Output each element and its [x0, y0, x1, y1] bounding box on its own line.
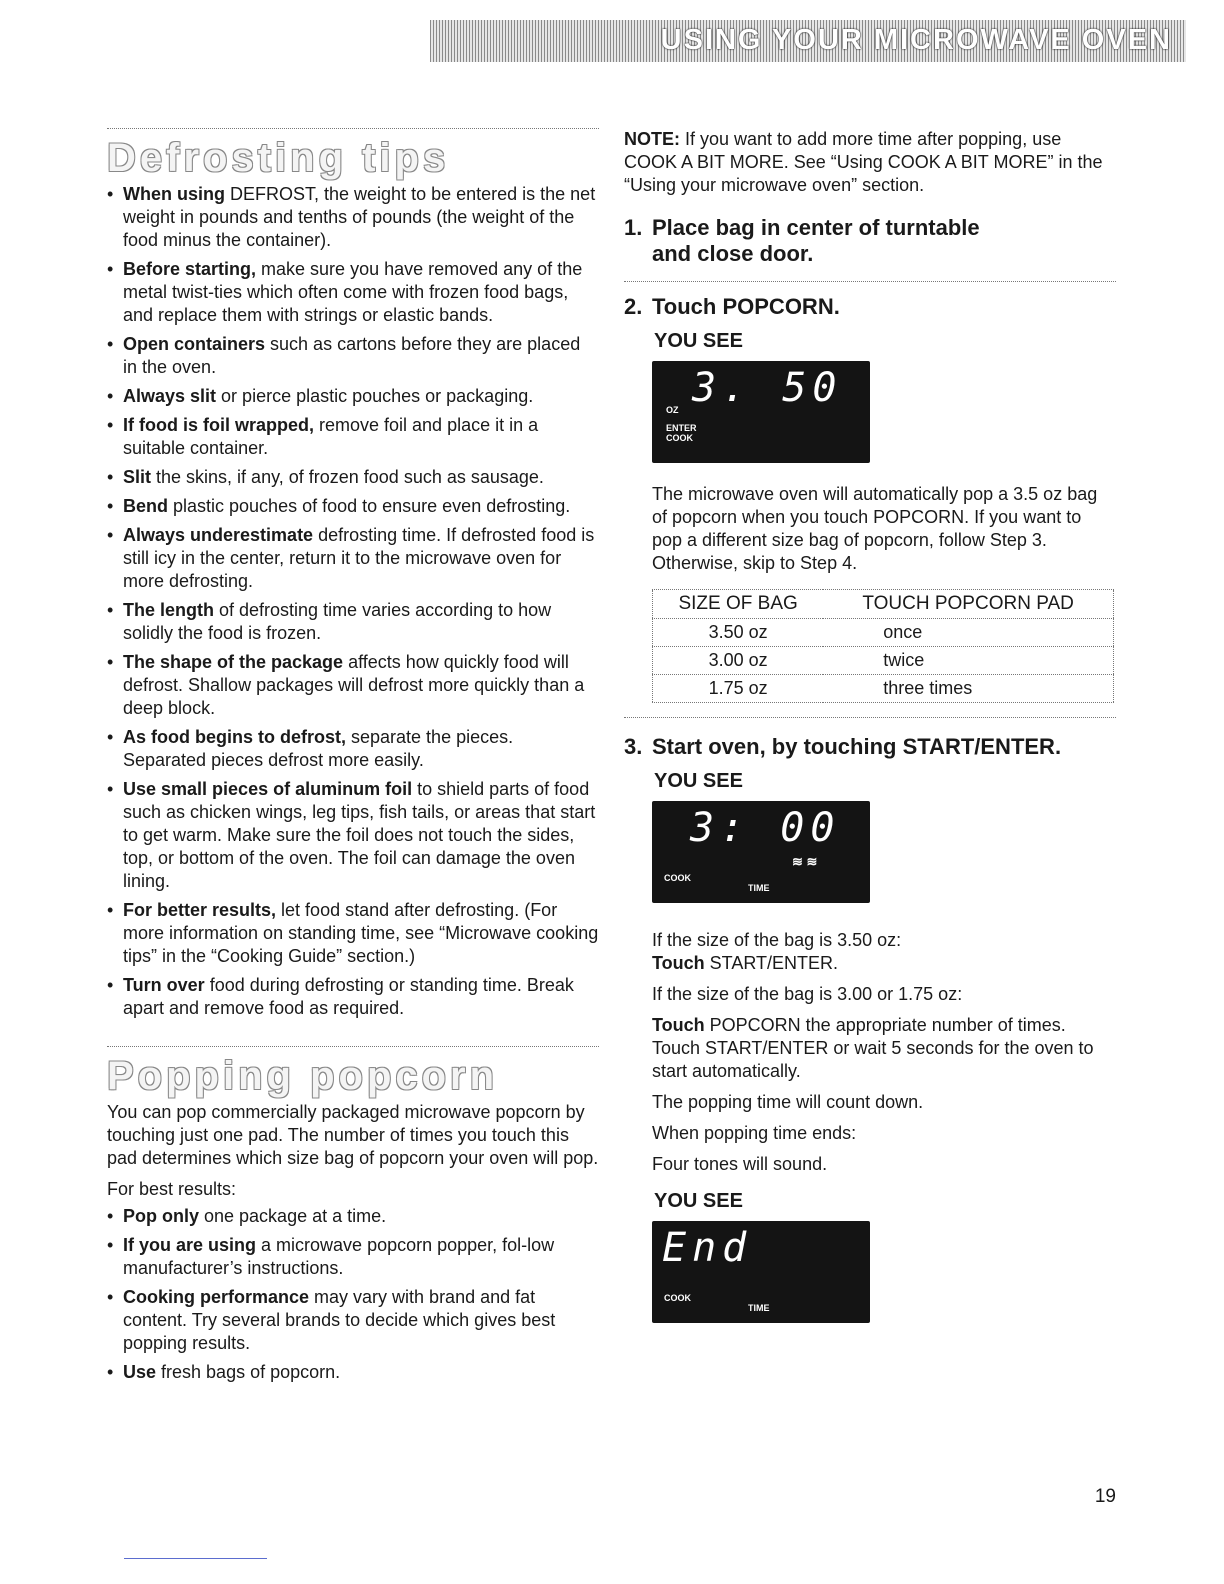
list-item: • Use small pieces of aluminum foil to shield parts of food such as chicken wings, leg tips, fish tails, or areas that start to get warm. Make sure the foil does not touch the sides, top, or bottom of the oven. The foil can damage the oven lining. [107, 778, 599, 893]
you-see-label: YOU SEE [654, 1190, 743, 1212]
popcorn-intro: You can pop commercially packaged microwave popcorn by touching just one pad. The number of times you touch this pad determines which size bag of popcorn your oven will pop. [107, 1102, 599, 1168]
table-cell: 3.50 oz [653, 619, 824, 647]
divider [107, 1046, 599, 1047]
display-oz-label: OZ [666, 405, 679, 415]
table-row [653, 675, 1114, 703]
display-end [652, 1221, 870, 1323]
divider [107, 128, 599, 129]
list-item: • If food is foil wrapped, remove foil and place it in a suitable container. [107, 414, 599, 460]
popping-popcorn-title: Popping popcorn [107, 1054, 499, 1098]
after-start-instructions [624, 929, 1116, 1176]
touch-popcorn: Touch POPCORN the appropriate number of times. Touch START/ENTER or wait 5 seconds for the oven to start automatically. [652, 1015, 1094, 1081]
list-item: • As food begins to defrost, separate the pieces. Separated pieces defrost more easily. [107, 726, 599, 772]
list-item: • If you are using a microwave popcorn popper, fol-low manufacturer’s instructions. [107, 1234, 599, 1280]
list-item: • Bend plastic pouches of food to ensure even defrosting. [107, 495, 599, 518]
table-row [653, 619, 1114, 647]
display-digits: 3: 00 [690, 805, 841, 851]
footer-rule [124, 1558, 267, 1559]
when-ends-text: When popping time ends: [652, 1123, 857, 1143]
list-item: • Slit the skins, if any, of frozen food such as sausage. [107, 466, 599, 489]
table-cell: three times [823, 675, 1113, 703]
table-row [653, 647, 1114, 675]
wave-icon: ≋ ≋ [792, 854, 818, 869]
touch-start: Touch START/ENTER. [652, 953, 839, 973]
if-size-other: If the size of the bag is 3.00 or 1.75 oz: [652, 984, 963, 1004]
left-column [107, 128, 599, 1390]
display-enter-label: ENTER [666, 423, 697, 433]
list-item: • Open containers such as cartons before they are placed in the oven. [107, 333, 599, 379]
display-cook-label: COOK [664, 873, 691, 883]
list-item: • Always underestimate defrosting time. If defrosted food is still icy in the center, return it to the microwave oven for more defrosting. [107, 524, 599, 593]
list-item: • When using DEFROST, the weight to be entered is the net weight in pounds and tenths of pounds (the weight of the food minus the container). [107, 183, 599, 252]
defrosting-tips-list [107, 183, 599, 1020]
list-item: • Before starting, make sure you have removed any of the metal twist-ties which often come with frozen food bags, and replace them with strings or elastic bands. [107, 258, 599, 327]
table-header-row [653, 590, 1114, 619]
display-cook-label: COOK [666, 433, 693, 443]
list-item: • Cooking performance may vary with brand and fat content. Try several brands to decide which gives best popping results. [107, 1286, 599, 1355]
display-digits: 3. 50 [692, 365, 843, 411]
display-countdown [652, 801, 870, 903]
display-time-label: TIME [748, 1303, 770, 1313]
step-1: 1. Place bag in center of turntable and close door. [624, 215, 980, 266]
list-item: • The length of defrosting time varies according to how solidly the food is frozen. [107, 599, 599, 645]
list-item: • The shape of the package affects how quickly food will defrost. Shallow packages will defrost more quickly than a deep block. [107, 651, 599, 720]
table-cell: 1.75 oz [653, 675, 824, 703]
column-header-touch: TOUCH POPCORN PAD [823, 590, 1113, 619]
tones-text: Four tones will sound. [652, 1154, 828, 1174]
if-size-350: If the size of the bag is 3.50 oz: [652, 930, 902, 950]
right-column [624, 128, 1116, 1323]
display-popcorn-size [652, 361, 870, 463]
divider [624, 281, 1116, 282]
auto-pop-text: The microwave oven will automatically pop a 3.5 oz bag of popcorn when you touch POPCORN. If you want to pop a different size bag of popcorn, follow Step 3. Otherwise, skip to Step 4. [652, 484, 1098, 573]
you-see-label: YOU SEE [654, 770, 743, 792]
list-item: • Pop only one package at a time. [107, 1205, 599, 1228]
table-cell: twice [823, 647, 1113, 675]
table-cell: 3.00 oz [653, 647, 824, 675]
header-band [430, 20, 1186, 62]
divider [624, 717, 1116, 718]
defrosting-tips-title: Defrosting tips [107, 136, 450, 180]
list-item: • Turn over food during defrosting or standing time. Break apart and remove food as required. [107, 974, 599, 1020]
display-time-label: TIME [748, 883, 770, 893]
column-header-size: SIZE OF BAG [653, 590, 824, 619]
popcorn-tips-list [107, 1205, 599, 1384]
list-item: • For better results, let food stand after defrosting. (For more information on standing time, see “Microwave cooking tips” in the “Cooking Guide” section.) [107, 899, 599, 968]
section-header-title: USING YOUR MICROWAVE OVEN [660, 24, 1172, 56]
list-item: • Use fresh bags of popcorn. [107, 1361, 599, 1384]
countdown-text: The popping time will count down. [652, 1092, 924, 1112]
you-see-label: YOU SEE [654, 330, 743, 352]
step-3: 3. Start oven, by touching START/ENTER. [624, 734, 1062, 759]
display-digits: End [662, 1225, 753, 1271]
display-cook-label: COOK [664, 1293, 691, 1303]
popcorn-size-table [652, 589, 1114, 703]
step-2: 2. Touch POPCORN. [624, 294, 840, 319]
page-number: 19 [1094, 1486, 1116, 1507]
list-item: • Always slit or pierce plastic pouches or packaging. [107, 385, 599, 408]
best-results-label: For best results: [107, 1179, 237, 1199]
note: NOTE: If you want to add more time after popping, use COOK A BIT MORE. See “Using COOK A BIT MORE” in the “Using your microwave oven” section. [624, 129, 1103, 195]
table-cell: once [823, 619, 1113, 647]
